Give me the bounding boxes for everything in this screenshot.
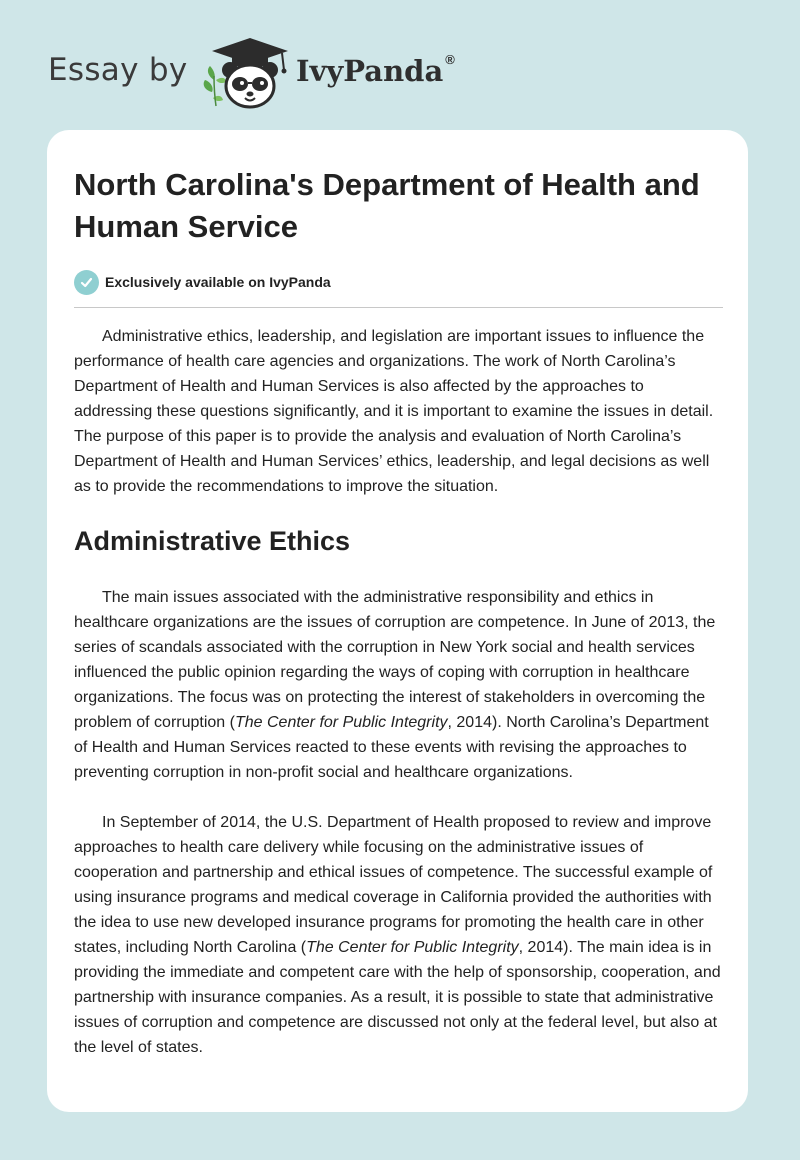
- divider: [74, 307, 723, 308]
- paragraph-text: The main issues associated with the administrative responsibility and ethics in healthcare organizations are the issues of corruption are competence. In June of 2013, the series of scandals associated with the corruption in New York social and health services influenced the public opinion regarding the ways of coping with corruption in healthcare organizations. The focus was on protecting the interest of stakeholders in overcoming the problem of corruption (: [74, 589, 716, 731]
- paragraph-text: In September of 2014, the U.S. Department of Health proposed to review and improve approaches to health care delivery while focusing on the administrative issues of cooperation and partnership and ethical issues of competence. The successful example of using insurance programs and medical coverage in California provided the authorities with the idea to use new developed insurance programs for promoting the health care in other states, including North Carolina (: [74, 814, 713, 956]
- page-title: North Carolina's Department of Health and Human Service: [74, 167, 700, 244]
- paragraph-text: , 2014). North Carolina’s Department of Health and Human Services reacted to these events with revising the approaches to preventing corruption in non-profit social and healthcare organizations.: [74, 714, 709, 781]
- badge-text: Exclusively available on IvyPanda: [105, 274, 331, 290]
- exclusive-badge: [74, 268, 723, 296]
- intro-paragraph: Administrative ethics, leadership, and legislation are important issues to influence the performance of health care agencies and organizations. The work of North Carolina’s Department of Health and Human Services is also affected by the approaches to addressing these questions significantly, and it is important to examine the issues in detail. The purpose of this paper is to provide the analysis and evaluation of North Carolina’s Department of Health and Human Services’ ethics, leadership, and legal decisions as well as to provide the recommendations to improve the situation.: [74, 328, 714, 495]
- essay-content: [74, 130, 723, 1060]
- brand-name: IvyPanda: [296, 54, 444, 88]
- essay-card: [47, 130, 748, 1112]
- panda-graduate-icon[interactable]: [202, 36, 292, 110]
- citation-source: The Center for Public Integrity: [234, 714, 448, 731]
- paragraph-corruption: [74, 585, 723, 785]
- site-header: [48, 30, 748, 110]
- paragraph-text: , 2014). The main idea is in providing the immediate and competent care with the help of sponsorship, cooperation, and partnership with insurance companies. As a result, it is possible to state that administrative issues of corruption and competence are discussed not only at the federal level, but also at the level of states.: [74, 939, 721, 1056]
- citation-source: The Center for Public Integrity: [306, 939, 519, 956]
- section-heading: Administrative Ethics: [74, 526, 351, 556]
- registered-mark: ®: [445, 52, 455, 68]
- paragraph-health-delivery: [74, 810, 723, 1060]
- check-icon: [74, 270, 99, 295]
- brand-logo-text[interactable]: [296, 54, 455, 88]
- essay-by-label: Essay by: [48, 52, 188, 88]
